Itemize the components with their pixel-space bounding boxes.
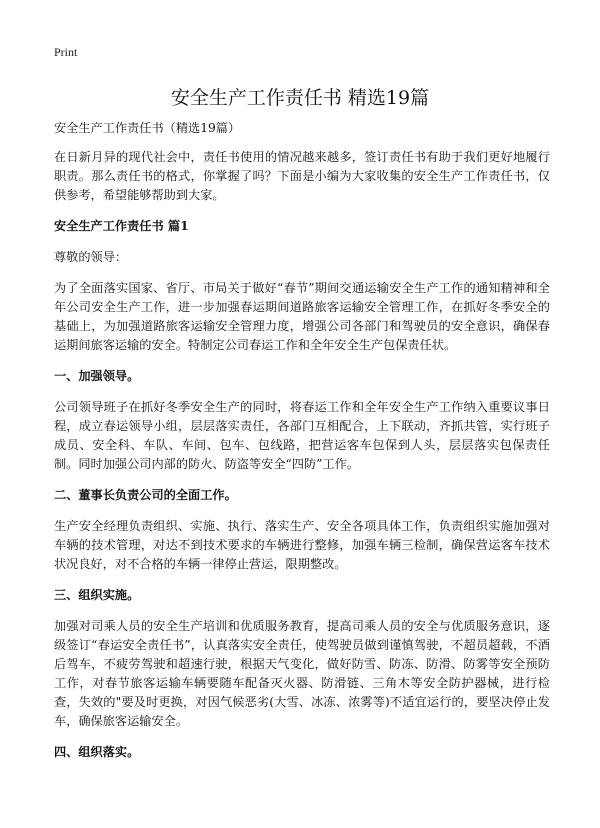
greeting-line: 尊敬的领导： [54,250,128,264]
section-body-1: 公司领导班子在抓好冬季安全生产的同时，将春运工作和全年安全生产工作纳入重要议事日程，成立春运领导小组，层层落实责任，各部门互相配合，上下联动，齐抓共管，实行班子成员、安全科、车队、车间、包车、包线路，把营运客车包保到人头，层层落实包保责任制。同时加强公司内部的防火、防盗等安全“四防”工作。 [54,400,550,471]
section-heading-3: 三、组织实施。 [54,588,140,602]
article-heading: 安全生产工作责任书 篇1 [54,219,189,233]
intro-paragraph: 在日新月异的现代社会中，责任书使用的情况越来越多，签订责任书有助于我们更好地履行职责。那么责任书的格式，你掌握了吗？下面是小编为大家收集的安全生产工作责任书，仅供参考，希望能够帮助到大家。 [54,150,550,202]
section-body-2: 生产安全经理负责组织、实施、执行、落实生产、安全各项具体工作，负责组织实施加强对车辆的技术管理，对达不到技术要求的车辆进行整修，加强车辆三检制，确保营运客车技术状况良好，对不合格的车辆一律停止营运，限期整改。 [54,519,550,571]
document-title: 安全生产工作责任书 精选19篇 [170,87,430,109]
section-heading-4: 四、组织落实。 [54,745,140,759]
section-body-3: 加强对司乘人员的安全生产培训和优质服务教育，提高司乘人员的安全与优质服务意识，逐级签订“春运安全责任书”，认真落实安全责任，使驾驶员做到谨慎驾驶，不超员超载，不酒后驾车，不疲劳驾驶和超速行驶，根据天气变化，做好防雪、防冻、防滑、防雾等安全预防工作，对春节旅客运输车辆要随车配备灭火器、防滑链、三角木等安全防护器械，进行检查，失效的"要及时更换，对因气候恶劣(大雪、冰冻、浓雾等)不适宜运行的，要坚决停止发车，确保旅客运输安全。 [54,619,550,728]
opening-paragraph: 为了全面落实国家、省厅、市局关于做好“春节”期间交通运输安全生产工作的通知精神和全年公司安全生产工作，进一步加强春运期间道路旅客运输安全管理工作，在抓好冬季安全的基础上，为加强道路旅客运输安全管理力度，增强公司各部门和驾驶员的安全意识，确保春运期间旅客运输的安全。特制定公司春运工作和全年安全生产包保责任状。 [54,281,550,352]
section-heading-1: 一、加强领导。 [54,369,140,383]
section-heading-2: 二、董事长负责公司的全面工作。 [54,488,237,502]
print-link[interactable]: Print [54,45,78,59]
document-subtitle: 安全生产工作责任书（精选19篇） [54,121,241,135]
document-body [54,119,550,774]
